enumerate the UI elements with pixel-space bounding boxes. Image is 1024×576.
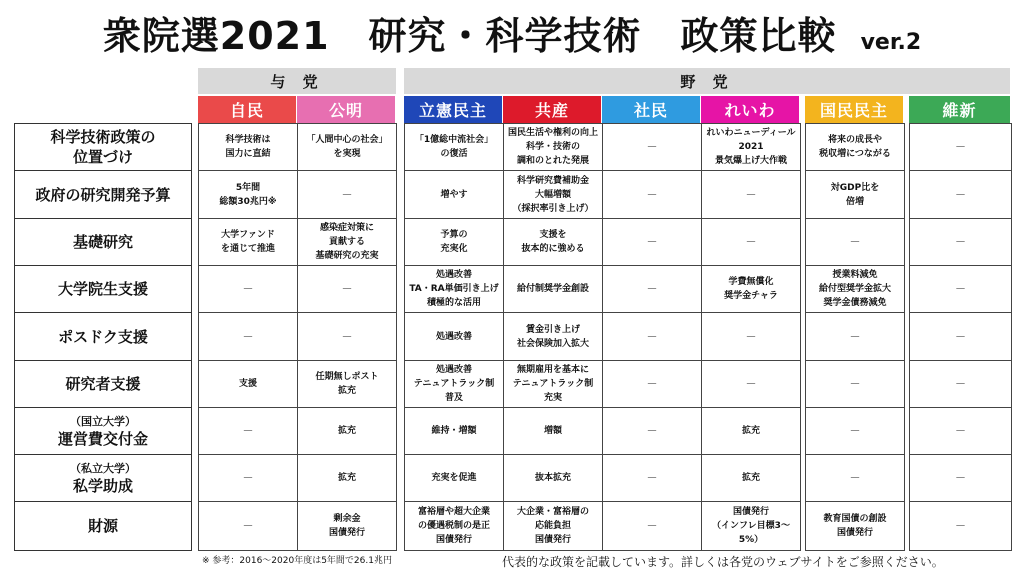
group-opposition: 野 党 <box>404 68 1010 94</box>
policy-cell: － <box>909 454 1012 502</box>
party-header-1: 自民 <box>198 96 296 123</box>
policy-cell: 拡充 <box>297 454 397 502</box>
party-header-5: 社民 <box>602 96 700 123</box>
row-header-sub: （国立大学） <box>70 414 136 428</box>
policy-cell: 教育国債の創設 国債発行 <box>805 501 905 551</box>
group-ruling: 与 党 <box>198 68 396 94</box>
policy-cell: 拡充 <box>701 407 801 455</box>
page-title <box>0 8 1024 64</box>
policy-cell: － <box>602 312 702 361</box>
policy-cell: 処遇改善 TA・RA単価引き上げ 積極的な活用 <box>404 265 504 313</box>
policy-cell: － <box>701 360 801 408</box>
policy-cell: 維持・増額 <box>404 407 504 455</box>
policy-cell: 無期雇用を基本に テニュアトラック制 充実 <box>503 360 603 408</box>
policy-cell: － <box>805 360 905 408</box>
policy-cell: 「1億総中流社会」 の復活 <box>404 123 504 171</box>
party-header-8: 維新 <box>909 96 1010 123</box>
policy-cell: － <box>297 265 397 313</box>
policy-cell: 剰余金 国債発行 <box>297 501 397 551</box>
policy-cell: － <box>602 407 702 455</box>
row-header-sub: （私立大学） <box>70 461 136 475</box>
policy-cell: 「人間中心の社会」 を実現 <box>297 123 397 171</box>
policy-cell: 感染症対策に 貢献する 基礎研究の充実 <box>297 218 397 266</box>
row-header-label: 基礎研究 <box>72 233 133 251</box>
row-header <box>14 170 192 219</box>
policy-cell: 拡充 <box>701 454 801 502</box>
policy-cell: 国債発行 （インフレ目標3～5%） <box>701 501 801 551</box>
policy-cell: － <box>198 501 298 551</box>
policy-cell: － <box>805 218 905 266</box>
policy-cell: － <box>701 218 801 266</box>
policy-cell: － <box>909 312 1012 361</box>
policy-cell: － <box>805 312 905 361</box>
policy-cell: － <box>198 265 298 313</box>
policy-cell: 増やす <box>404 170 504 219</box>
policy-cell: － <box>602 123 702 171</box>
policy-cell: － <box>297 312 397 361</box>
row-header <box>14 360 192 408</box>
policy-cell: 処遇改善 <box>404 312 504 361</box>
policy-cell: － <box>198 312 298 361</box>
policy-cell: 大学ファンド を通じて推進 <box>198 218 298 266</box>
policy-cell: 処遇改善 テニュアトラック制 普及 <box>404 360 504 408</box>
policy-cell: 科学技術は 国力に直結 <box>198 123 298 171</box>
title-main: 衆院選2021 研究・科学技術 政策比較 <box>102 14 837 58</box>
policy-cell: － <box>602 265 702 313</box>
policy-cell: － <box>602 454 702 502</box>
row-header <box>14 312 192 361</box>
policy-cell: 将来の成長や 税収増につながる <box>805 123 905 171</box>
row-header <box>14 123 192 171</box>
row-header-label: 政府の研究開発予算 <box>35 185 171 204</box>
row-header <box>14 218 192 266</box>
row-header <box>14 407 192 455</box>
policy-cell: － <box>602 218 702 266</box>
row-header-label: 財源 <box>87 517 118 535</box>
row-header-label: 運営費交付金 <box>57 429 148 448</box>
policy-cell: 増額 <box>503 407 603 455</box>
policy-cell: － <box>909 265 1012 313</box>
party-header-7: 国民民主 <box>805 96 903 123</box>
policy-cell: － <box>602 170 702 219</box>
policy-cell: れいわニューディール 2021 景気爆上げ大作戦 <box>701 123 801 171</box>
policy-cell: 富裕層や超大企業 の優遇税制の是正 国債発行 <box>404 501 504 551</box>
policy-cell: － <box>602 501 702 551</box>
row-header-label: 私学助成 <box>72 476 133 495</box>
policy-cell: 学費無償化 奨学金チャラ <box>701 265 801 313</box>
policy-cell: － <box>602 360 702 408</box>
policy-cell: 拡充 <box>297 407 397 455</box>
policy-cell: － <box>909 501 1012 551</box>
policy-cell: － <box>198 407 298 455</box>
row-header-label: 大学院生支援 <box>57 280 148 298</box>
policy-cell: 大企業・富裕層の 応能負担 国債発行 <box>503 501 603 551</box>
row-header <box>14 265 192 313</box>
row-header-label: ポスドク支援 <box>58 327 148 346</box>
policy-cell: － <box>805 407 905 455</box>
policy-cell: 充実を促進 <box>404 454 504 502</box>
row-header-label: 位置づけ <box>72 148 133 166</box>
policy-cell: － <box>297 170 397 219</box>
policy-cell: 科学研究費補助金 大幅増額 （採択率引き上げ） <box>503 170 603 219</box>
row-header-label: 研究者支援 <box>65 375 141 393</box>
policy-cell: 任期無しポスト 拡充 <box>297 360 397 408</box>
policy-cell: － <box>909 360 1012 408</box>
policy-cell: 5年間 総額30兆円※ <box>198 170 298 219</box>
policy-cell: － <box>909 407 1012 455</box>
policy-cell: － <box>701 312 801 361</box>
row-header-label: 科学技術政策の <box>50 128 156 146</box>
policy-cell: 予算の 充実化 <box>404 218 504 266</box>
party-header-3: 立憲民主 <box>404 96 502 123</box>
policy-cell: － <box>805 454 905 502</box>
policy-cell: 抜本拡充 <box>503 454 603 502</box>
policy-cell: 賃金引き上げ 社会保険加入拡大 <box>503 312 603 361</box>
policy-cell: － <box>909 218 1012 266</box>
policy-cell: 給付制奨学金創設 <box>503 265 603 313</box>
policy-cell: － <box>909 123 1012 171</box>
policy-cell: 授業料減免 給付型奨学金拡大 奨学金債務減免 <box>805 265 905 313</box>
policy-cell: 対GDP比を 倍増 <box>805 170 905 219</box>
policy-cell: － <box>701 170 801 219</box>
policy-cell: 支援 <box>198 360 298 408</box>
party-header-6: れいわ <box>701 96 799 123</box>
policy-cell: － <box>909 170 1012 219</box>
row-header <box>14 501 192 551</box>
policy-cell: 支援を 抜本的に強める <box>503 218 603 266</box>
footnote: ※ 参考：2016～2020年度は5年間で26.1兆円 <box>202 556 392 566</box>
policy-cell: － <box>198 454 298 502</box>
title-version: ver.2 <box>860 30 922 55</box>
footer-note: 代表的な政策を記載しています。詳しくは各党のウェブサイトをご参照ください。 <box>502 555 944 569</box>
party-header-4: 共産 <box>503 96 601 123</box>
party-header-2: 公明 <box>297 96 395 123</box>
row-header <box>14 454 192 502</box>
policy-cell: 国民生活や権利の向上 科学・技術の 調和のとれた発展 <box>503 123 603 171</box>
